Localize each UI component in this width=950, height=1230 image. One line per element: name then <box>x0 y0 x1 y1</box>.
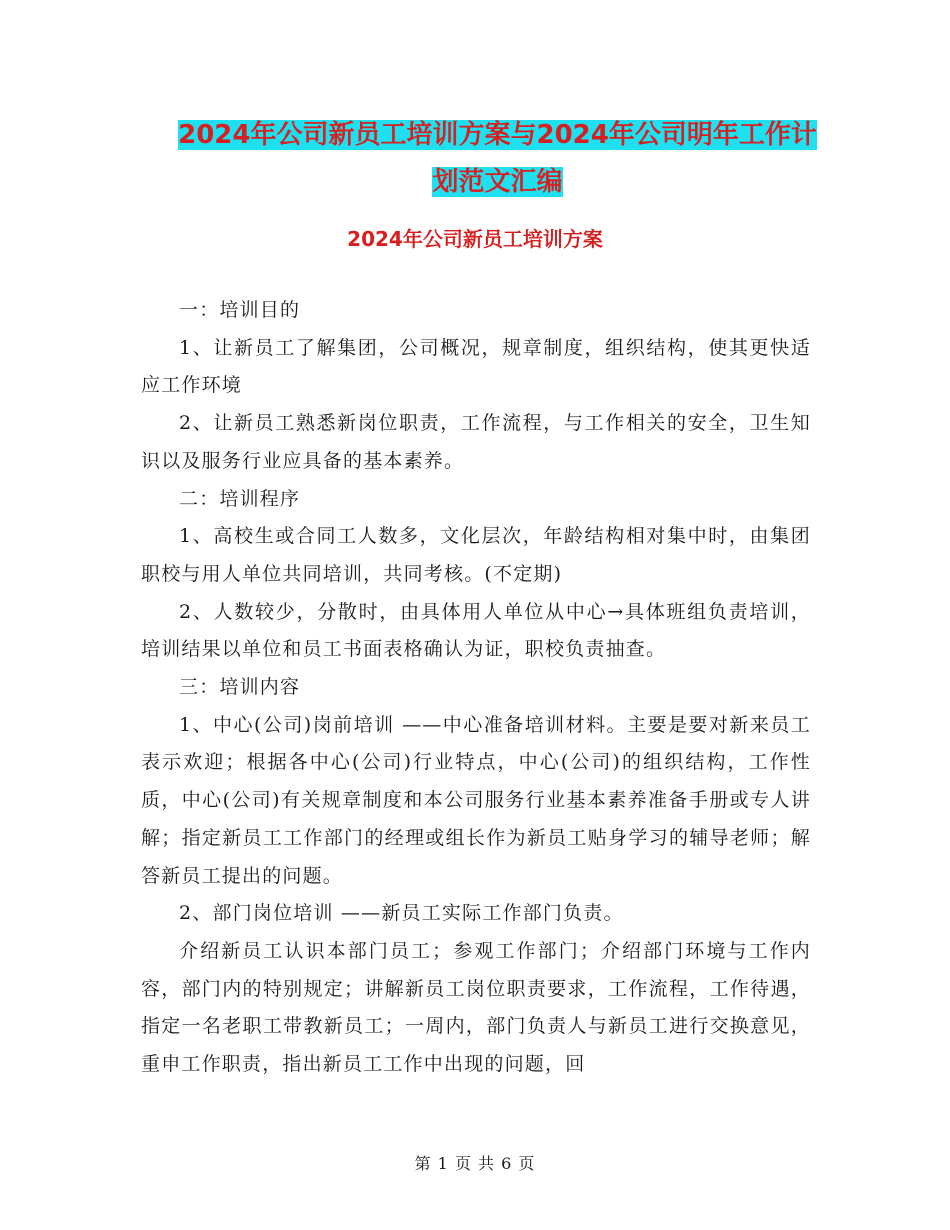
section-title: 2024年公司新员工培训方案 <box>347 227 603 251</box>
paragraph: 2、部门岗位培训 ——新员工实际工作部门负责。 <box>179 902 624 925</box>
paragraph: 2、人数较少，分散时，由具体用人单位从中心→具体班组负责培训，培训结果以单位和员工书面表格确认为证，职校负责抽查。 <box>141 600 811 661</box>
document-title-line1: 2024年公司新员工培训方案与2024年公司明年工作计 <box>178 120 817 150</box>
document-title-line2: 划范文汇编 <box>432 167 563 197</box>
heading-content: 三：培训内容 <box>179 676 301 699</box>
paragraph: 2、让新员工熟悉新岗位职责，工作流程，与工作相关的安全，卫生知识以及服务行业应具备的基本素养。 <box>141 412 811 472</box>
paragraph: 介绍新员工认识本部门员工；参观工作部门；介绍部门环境与工作内容，部门内的特别规定；讲解新员工岗位职责要求，工作流程，工作待遇，指定一名老职工带教新员工；一周内，部门负责人与新员工进行交换意见，重申工作职责，指出新员工工作中出现的问题，回 <box>141 939 811 1076</box>
document-body <box>141 292 811 1084</box>
heading-purpose: 一：培训目的 <box>179 299 301 321</box>
heading-procedure: 二：培训程序 <box>179 487 301 510</box>
page-footer: 第 1 页 共 6 页 <box>414 1154 536 1173</box>
document-title <box>140 112 855 206</box>
paragraph: 1、中心(公司)岗前培训 ——中心准备培训材料。主要是要对新来员工表示欢迎；根据各中心(公司)行业特点，中心(公司)的组织结构，工作性质，中心(公司)有关规章制度和本公司服务行业基本素养准备手册或专人讲解；指定新员工工作部门的经理或组长作为新员工贴身学习的辅导老师；解答新员工提出的问题。 <box>141 713 811 887</box>
paragraph: 1、让新员工了解集团，公司概况，规章制度，组织结构，使其更快适应工作环境 <box>141 336 811 397</box>
paragraph: 1、高校生或合同工人数多，文化层次，年龄结构相对集中时，由集团职校与用人单位共同培训，共同考核。(不定期) <box>141 525 811 585</box>
